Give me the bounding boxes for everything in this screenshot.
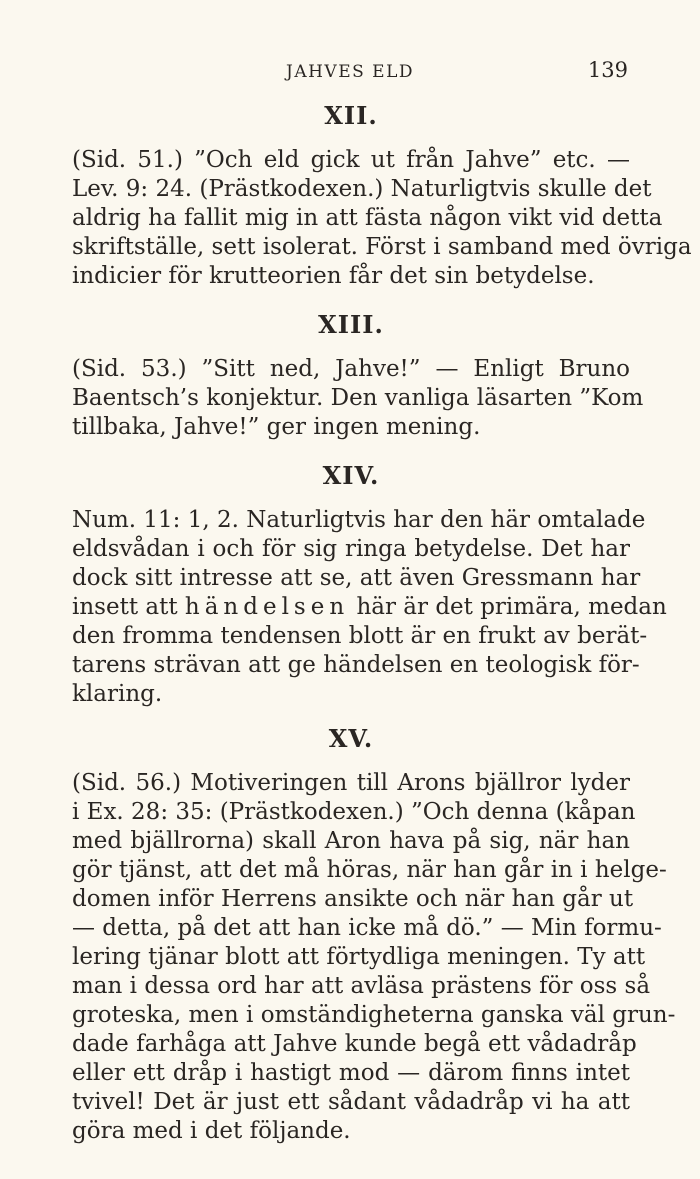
text-line: dade farhåga att Jahve kunde begå ett vådadråp — [72, 1031, 637, 1057]
text-line: eller ett dråp i hastigt mod — därom finns intet — [72, 1060, 630, 1086]
text-line: (Sid. 53.) ”Sitt ned, Jahve!” — Enligt Bruno — [72, 356, 630, 382]
text-line: groteska, men i omständigheterna ganska väl grun- — [72, 1002, 676, 1028]
text-line: tvivel! Det är just ett sådant vådadråp vi ha att — [72, 1089, 630, 1115]
text-line: dock sitt intresse att se, att även Gressmann har — [72, 565, 641, 591]
section-heading-xii: XII. — [324, 101, 378, 130]
text-line: man i dessa ord har att avläsa prästens för oss så — [72, 973, 651, 999]
running-title: JAHVES ELD — [286, 62, 414, 82]
text-line: eldsvådan i och för sig ringa betydelse. Det har — [72, 536, 630, 562]
text-run: insett att — [72, 594, 185, 620]
page-header — [0, 58, 700, 88]
text-line: tillbaka, Jahve!” ger ingen mening. — [72, 414, 481, 440]
text-line: Num. 11: 1, 2. Naturligtvis har den här omtalade — [72, 507, 646, 533]
section-heading-xiii: XIII. — [318, 310, 384, 339]
spaced-emphasis: händelsen — [184, 594, 350, 620]
text-line: (Sid. 51.) ”Och eld gick ut från Jahve” etc. — — [72, 147, 630, 173]
text-line: göra med i det följande. — [72, 1118, 351, 1144]
text-line: Lev. 9: 24. (Prästkodexen.) Naturligtvis skulle det — [72, 176, 652, 202]
text-line: med bjällrorna) skall Aron hava på sig, när han — [72, 828, 630, 854]
text-line-emphasis — [72, 593, 667, 622]
text-line: tarens strävan att ge händelsen en teologisk för- — [72, 652, 640, 678]
page-number: 139 — [587, 58, 628, 82]
text-line: aldrig ha fallit mig in att fästa någon vikt vid detta — [72, 205, 663, 231]
text-line: den fromma tendensen blott är en frukt av berät- — [72, 623, 648, 649]
text-line: — detta, på det att han icke må dö.” — Min formu- — [72, 915, 662, 941]
section-heading-xiv: XIV. — [322, 461, 380, 490]
text-line: skriftställe, sett isolerat. Först i samband med övriga — [72, 234, 692, 260]
text-line: Baentsch’s konjektur. Den vanliga läsarten ”Kom — [72, 385, 644, 411]
text-line: (Sid. 56.) Motiveringen till Arons bjällror lyder — [72, 770, 630, 796]
paragraph-xii — [72, 146, 692, 291]
text-line: klaring. — [72, 681, 163, 707]
text-run: här är det primära, medan — [349, 594, 667, 620]
paragraph-xiv — [72, 506, 667, 709]
text-line: lering tjänar blott att förtydliga meningen. Ty att — [72, 944, 646, 970]
text-line: gör tjänst, att det må höras, när han går in i helge- — [72, 857, 667, 883]
paragraph-xv — [72, 769, 676, 1146]
text-line: indicier för krutteorien får det sin betydelse. — [72, 263, 595, 289]
section-heading-xv: XV. — [328, 724, 374, 753]
text-line: domen inför Herrens ansikte och när han går ut — [72, 886, 634, 912]
body-text — [72, 96, 692, 1146]
text-line: i Ex. 28: 35: (Prästkodexen.) ”Och denna (kåpan — [72, 799, 636, 825]
paragraph-xiii — [72, 355, 644, 442]
